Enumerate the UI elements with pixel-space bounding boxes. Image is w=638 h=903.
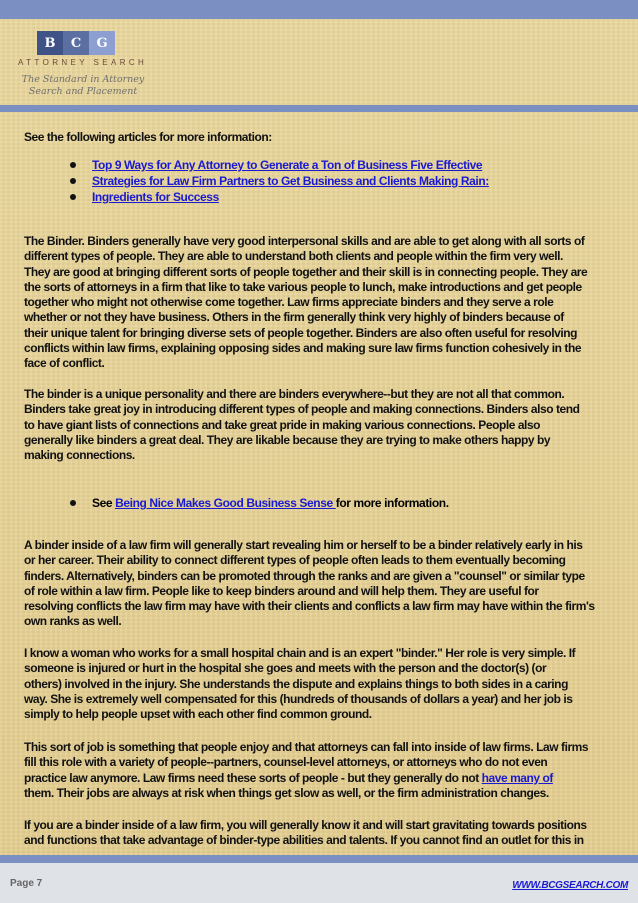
bullet-icon: [70, 162, 76, 168]
link-item[interactable]: [70, 190, 219, 205]
bullet-icon: [70, 178, 76, 184]
logo-letter: B: [37, 31, 63, 55]
paragraph-binder: The Binder. Binders generally have very good interpersonal skills and are able to get along with all sorts of different types of people. They are able to understand both clients and people within the firm very well. They are good at bringing different sorts of people together and their skill is in connecting people. They are the sorts of attorneys in a firm that like to take various people to lunch, make introductions and get people together who might not otherwise come together. Law firms appreciate binders and they serve a role whether or not they have business. Others in the firm generally think very highly of binders because of their unique talent for bringing diverse sets of people together. Binders are also often useful for resolving conflicts within law firms, explaining opposing sides and making sure law firms function cohesively in the face of conflict.: [24, 234, 588, 371]
page-number: Page 7: [10, 878, 43, 889]
paragraph-job: This sort of job is something that people enjoy and that attorneys can fall into inside of law firms. Law firms fill this role with a variety of people--partners, counsel-level attorneys, or attorneys who do not even practice law anymore. Law firms need these sorts of people - but they generally do not have many of them. Their jobs are always at risk when things get slow as well, or the firm administration changes.: [24, 740, 589, 800]
logo-slogan: [18, 74, 148, 98]
footer-band: [0, 855, 638, 863]
header-divider: [0, 105, 638, 112]
website-link[interactable]: WWW.BCGSEARCH.COM: [512, 880, 628, 891]
article-link[interactable]: Top 9 Ways for Any Attorney to Generate a Ton of Business Five Effective: [92, 158, 483, 172]
slogan-line: The Standard in Attorney: [21, 74, 145, 85]
paragraph-personality: The binder is a unique personality and there are binders everywhere--but they are not all that common. Binders take great joy in introducing different types of people and making connections. Binders also tend to have giant lists of connections and take great pride in making various connections. People also generally like binders a great deal. They are likable because they are trying to make others happy by making connections.: [24, 387, 580, 463]
logo-letter: C: [63, 31, 89, 55]
link-item[interactable]: [70, 174, 489, 189]
see-also-item: See Being Nice Makes Good Business Sense for more information.: [70, 496, 449, 511]
article-link[interactable]: Strategies for Law Firm Partners to Get Business and Clients Making Rain:: [92, 174, 489, 188]
bullet-icon: [70, 194, 76, 200]
bcg-logo: [37, 31, 115, 55]
intro-text: See the following articles for more information:: [24, 130, 272, 144]
header-band: [0, 0, 638, 19]
paragraph-early-career: A binder inside of a law firm will generally start revealing him or herself to be a binder relatively early in his or her career. Their ability to connect different types of people often leads to them eventually becoming finders. Alternatively, binders can be promoted through the ranks and are given a "counsel" or similar type of role within a law firm. People like to keep binders around and will help them. They are useful for resolving conflicts the law firm may have with their clients and conflicts a law firm may have within the firm's own ranks as well.: [24, 538, 595, 629]
logo-letter: G: [89, 31, 115, 55]
footer: [0, 863, 638, 903]
article-link[interactable]: Ingredients for Success: [92, 190, 219, 204]
inline-link[interactable]: have many of: [481, 770, 553, 785]
link-item[interactable]: [70, 158, 482, 173]
paragraph-positions: If you are a binder inside of a law firm, you will generally know it and will start gravitating towards positions and functions that take advantage of binder-type abilities and talents. If you cannot find an outlet for this in: [24, 818, 587, 848]
article-link[interactable]: Being Nice Makes Good Business Sense: [115, 496, 336, 510]
slogan-line: Search and Placement: [28, 86, 138, 97]
bullet-icon: [70, 500, 76, 506]
logo-tagline: ATTORNEY SEARCH: [18, 58, 148, 67]
paragraph-hospital: I know a woman who works for a small hospital chain and is an expert "binder." Her role is very simple. If someone is injured or hurt in the hospital she goes and meets with the person and the doctor(s) (or others) involved in the injury. She understands the dispute and explains things to both sides in a caring way. She is extremely well compensated for this (hundreds of thousands of dollars a year) and her job is simply to help people upset with each other find common ground.: [24, 646, 576, 722]
